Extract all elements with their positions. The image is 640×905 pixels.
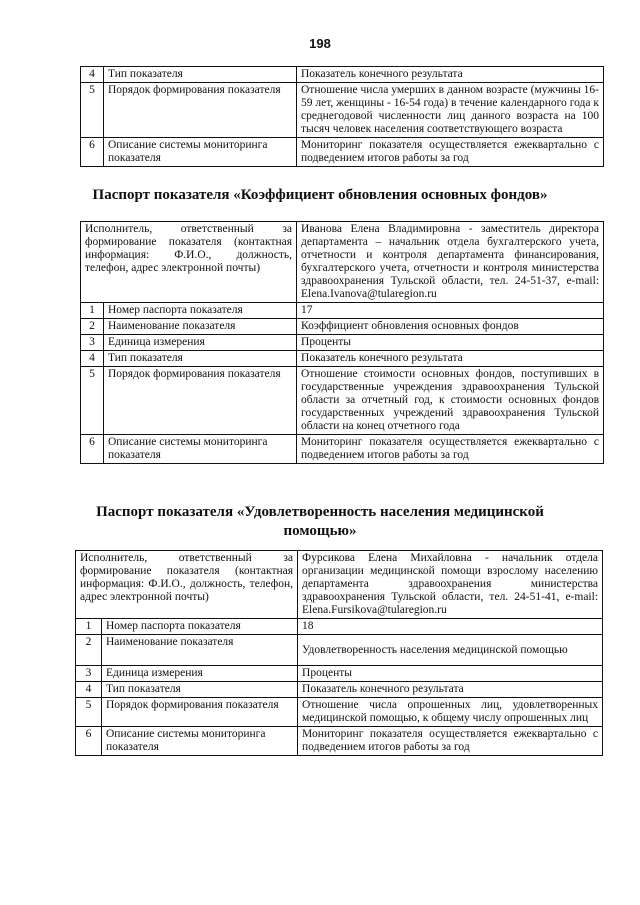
row-value: Мониторинг показателя осуществляется ежеквартально с подведением итогов работы за год bbox=[298, 727, 603, 756]
row-value: Отношение стоимости основных фондов, поступивших в государственные учреждения здравоохранения Тульской области за отчетный год, к стоимости основных фондов государственных учреждений здравоохранения Тульской области на конец отчетного года bbox=[297, 367, 604, 435]
section-heading: Паспорт показателя «Коэффициент обновления основных фондов» bbox=[92, 187, 548, 203]
executor-row bbox=[76, 551, 603, 619]
executor-value: Фурсикова Елена Михайловна - начальник отдела организации медицинской помощи взрослому населению департамента здравоохранения министерства здравоохранения Тульской области, тел. 24-51-41, e-mail: Elena.Fursikova@tularegion.ru bbox=[298, 551, 603, 619]
executor-label: Исполнитель, ответственный за формирование показателя (контактная информация: Ф.И.О., должность, телефон, адрес электронной почты) bbox=[81, 222, 297, 303]
row-number: 5 bbox=[81, 83, 104, 138]
row-number: 4 bbox=[81, 67, 104, 83]
executor-row bbox=[81, 222, 604, 303]
row-label: Описание системы мониторинга показателя bbox=[102, 727, 298, 756]
row-value: Коэффициент обновления основных фондов bbox=[297, 319, 604, 335]
row-number: 6 bbox=[76, 727, 102, 756]
page-number: 198 bbox=[309, 36, 331, 51]
row-number: 1 bbox=[76, 619, 102, 635]
row-value: Отношение числа опрошенных лиц, удовлетворенных медицинской помощью, к общему числу опрошенных лиц bbox=[298, 698, 603, 727]
row-number: 6 bbox=[81, 138, 104, 167]
table-row bbox=[81, 351, 604, 367]
table-row bbox=[76, 635, 603, 666]
row-value: Мониторинг показателя осуществляется ежеквартально с подведением итогов работы за год bbox=[297, 435, 604, 464]
indicator-passport-table bbox=[75, 550, 603, 756]
indicator-passport-table bbox=[80, 221, 604, 464]
row-value: 18 bbox=[298, 619, 603, 635]
table-row bbox=[81, 319, 604, 335]
row-value: Удовлетворенность населения медицинской помощью bbox=[298, 635, 603, 666]
row-label: Тип показателя bbox=[104, 351, 297, 367]
row-label: Описание системы мониторинга показателя bbox=[104, 435, 297, 464]
table-row bbox=[76, 666, 603, 682]
row-label: Тип показателя bbox=[104, 67, 297, 83]
table-row bbox=[76, 727, 603, 756]
row-label: Порядок формирования показателя bbox=[104, 83, 297, 138]
row-value: 17 bbox=[297, 303, 604, 319]
executor-value: Иванова Елена Владимировна - заместитель директора департамента – начальник отдела бухгалтерского учета, отчетности и контроля департамента финансирования, бухгалтерского учета, отчетности и контроля министерства здравоохранения Тульской области, тел. 24-51-37, e-mail: Elena.Ivanova@tularegion.ru bbox=[297, 222, 604, 303]
row-label: Наименование показателя bbox=[104, 319, 297, 335]
row-value: Проценты bbox=[298, 666, 603, 682]
table-row bbox=[81, 367, 604, 435]
table-row bbox=[81, 67, 604, 83]
row-number: 3 bbox=[81, 335, 104, 351]
table-row bbox=[81, 335, 604, 351]
row-number: 2 bbox=[81, 319, 104, 335]
indicator-table-continued bbox=[80, 66, 604, 167]
row-number: 1 bbox=[81, 303, 104, 319]
row-label: Тип показателя bbox=[102, 682, 298, 698]
table-row bbox=[81, 138, 604, 167]
row-value: Показатель конечного результата bbox=[298, 682, 603, 698]
row-value: Показатель конечного результата bbox=[297, 67, 604, 83]
table-row bbox=[76, 682, 603, 698]
row-value: Показатель конечного результата bbox=[297, 351, 604, 367]
table-row bbox=[81, 83, 604, 138]
row-label: Описание системы мониторинга показателя bbox=[104, 138, 297, 167]
table-row bbox=[81, 303, 604, 319]
row-number: 5 bbox=[76, 698, 102, 727]
row-label: Единица измерения bbox=[104, 335, 297, 351]
row-label: Единица измерения bbox=[102, 666, 298, 682]
row-number: 4 bbox=[76, 682, 102, 698]
row-label: Номер паспорта показателя bbox=[104, 303, 297, 319]
row-label: Порядок формирования показателя bbox=[102, 698, 298, 727]
table-row bbox=[76, 619, 603, 635]
row-value: Мониторинг показателя осуществляется ежеквартально с подведением итогов работы за год bbox=[297, 138, 604, 167]
row-label: Наименование показателя bbox=[102, 635, 298, 666]
row-label: Номер паспорта показателя bbox=[102, 619, 298, 635]
row-value: Проценты bbox=[297, 335, 604, 351]
row-number: 3 bbox=[76, 666, 102, 682]
row-value: Отношение числа умерших в данном возрасте (мужчины 16-59 лет, женщины - 16-54 года) в течение календарного года к среднегодовой численности лиц данного возраста на 100 тысяч человек населения соответствующего возраста bbox=[297, 83, 604, 138]
row-number: 4 bbox=[81, 351, 104, 367]
row-number: 2 bbox=[76, 635, 102, 666]
section-heading: Паспорт показателя «Удовлетворенность населения медицинской помощью» bbox=[96, 504, 544, 539]
row-label: Порядок формирования показателя bbox=[104, 367, 297, 435]
table-row bbox=[81, 435, 604, 464]
table-row bbox=[76, 698, 603, 727]
row-number: 6 bbox=[81, 435, 104, 464]
executor-label: Исполнитель, ответственный за формирование показателя (контактная информация: Ф.И.О., должность, телефон, адрес электронной почты) bbox=[76, 551, 298, 619]
row-number: 5 bbox=[81, 367, 104, 435]
